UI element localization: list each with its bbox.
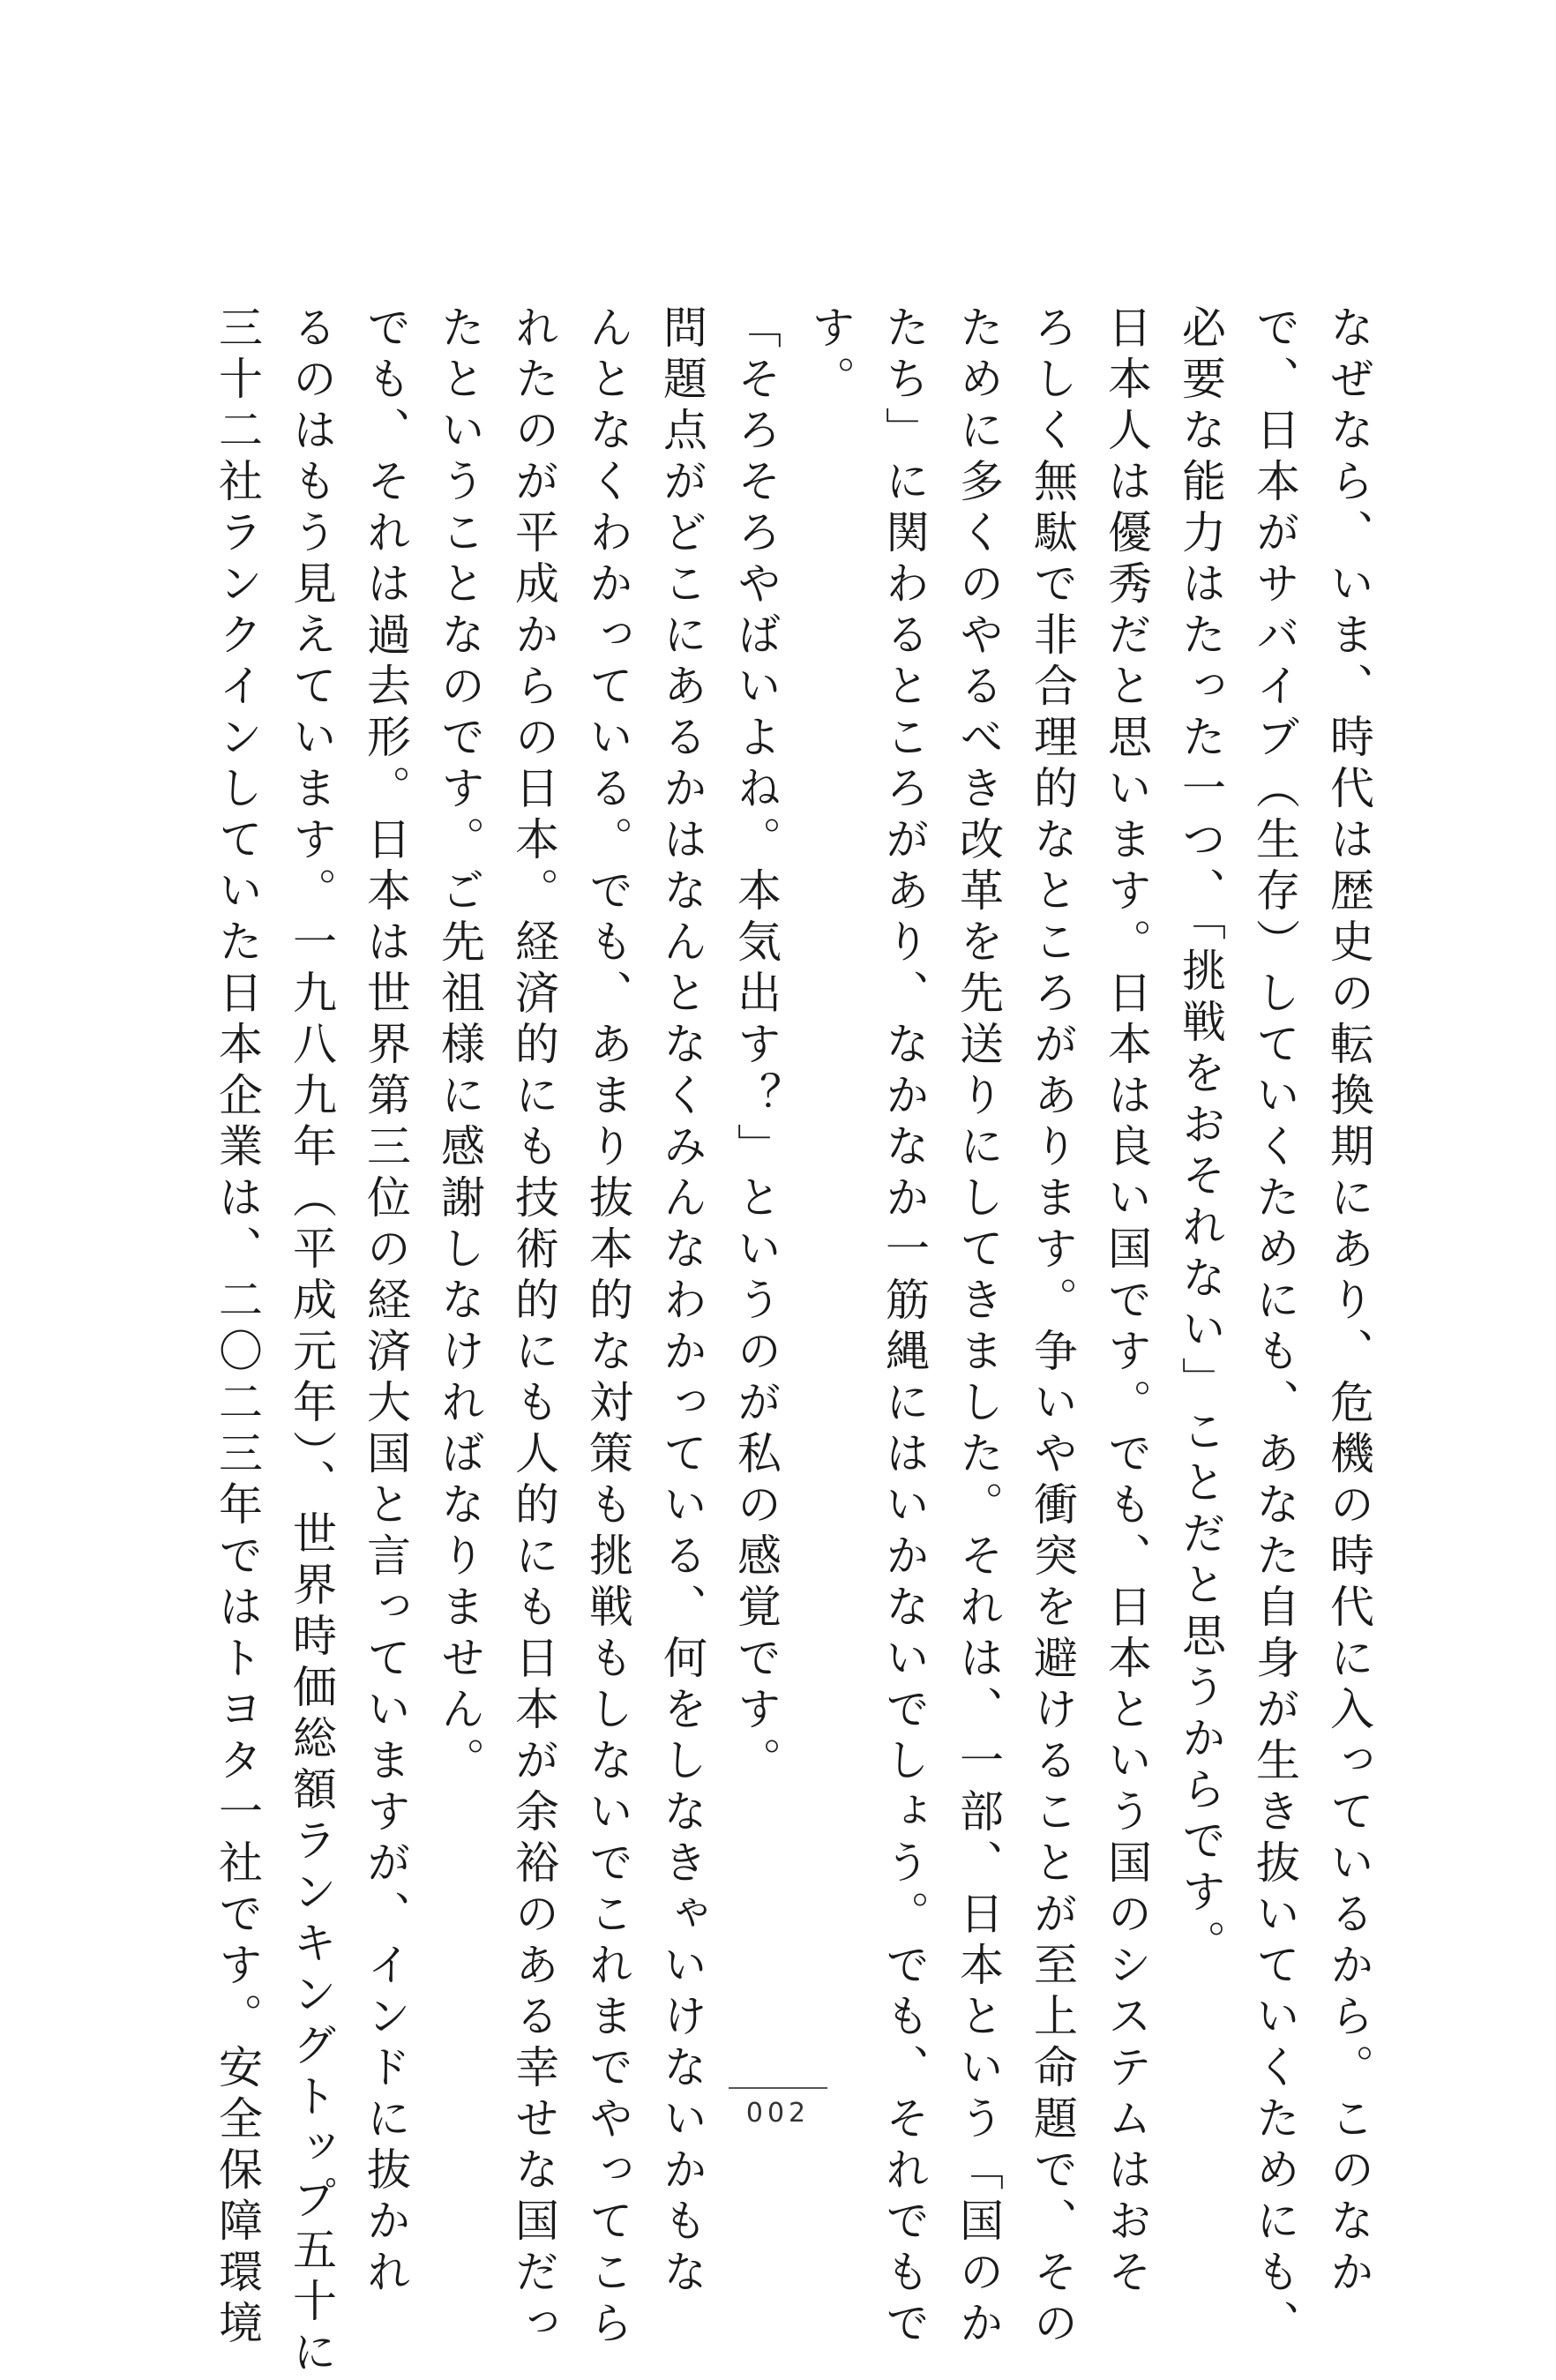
- text-line: 必要な能力はたった一つ、「挑戦をおそれない」ことだと思うからです。: [1175, 304, 1226, 1971]
- text-line: 日本人は優秀だと思います。日本は良い国です。でも、日本という国のシステムはおそ: [1101, 304, 1152, 2300]
- text-line: 三十二社ランクインしていた日本企業は、二〇二三年ではトヨタ一社です。安全保障環境: [212, 304, 263, 2351]
- page-number: 002: [745, 2098, 811, 2129]
- page-number-rule: [729, 2087, 827, 2089]
- text-line: たち」に関わるところがあり、なかなか一筋縄にはいかないでしょう。でも、それでもで: [879, 304, 930, 2351]
- text-line: たということなのです。ご先祖様に感謝しなければなりません。: [434, 304, 485, 1788]
- text-line: でも、それは過去形。日本は世界第三位の経済大国と言っていますが、インドに抜かれ: [360, 304, 411, 2300]
- text-line: ために多くのやるべき改革を先送りにしてきました。それは、一部、日本という「国のか: [953, 304, 1004, 2351]
- text-line: 問題点がどこにあるかはなんとなくみんなわかっている、何をしなきゃいけないかもな: [656, 304, 707, 2300]
- text-line: るのはもう見えています。一九八九年（平成元年）、世界時価総額ランキングトップ五十に: [286, 304, 337, 2380]
- text-line: ろしく無駄で非合理的なところがあります。争いや衝突を避けることが至上命題で、その: [1027, 304, 1078, 2351]
- text-line: す。: [804, 304, 856, 407]
- text-line: れたのが平成からの日本。経済的にも技術的にも人的にも日本が余裕のある幸せな国だっ: [508, 304, 559, 2351]
- text-line: で、日本がサバイブ（生存）していくためにも、あなた自身が生き抜いていくためにも、: [1249, 304, 1300, 2351]
- text-line: んとなくわかっている。でも、あまり抜本的な対策も挑戦もしないでこれまでやってこら: [582, 304, 633, 2351]
- text-line: なぜなら、いま、時代は歴史の転換期にあり、危機の時代に入っているから。このなか: [1323, 304, 1374, 2300]
- text-line: 「そろそろやばいよね。本気出す？」というのが私の感覚です。: [730, 304, 782, 1788]
